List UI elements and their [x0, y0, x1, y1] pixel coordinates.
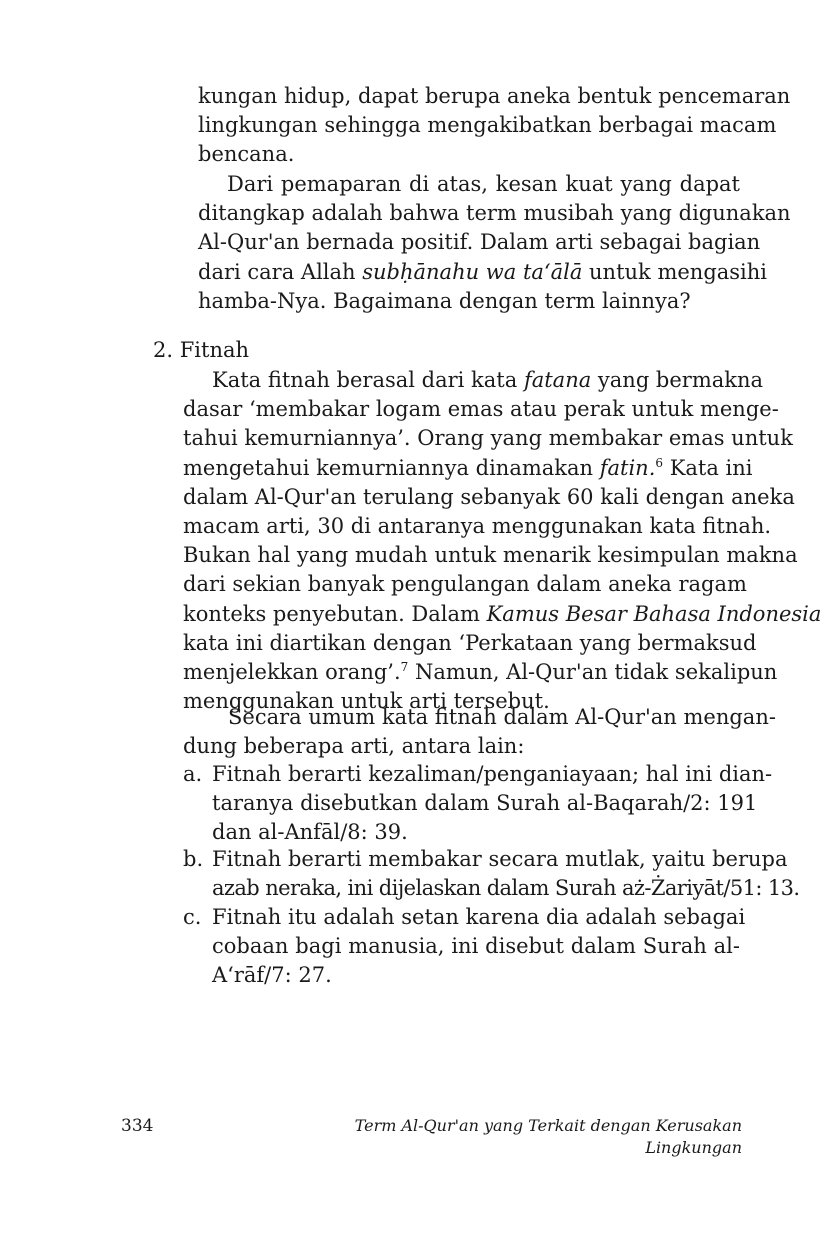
paragraph-meanings-intro	[183, 703, 776, 761]
text-run: mengetahui kemurniannya dinamakan	[183, 455, 600, 480]
paragraph-fitnah-definition	[183, 366, 822, 716]
text-line: lingkungan sehingga mengakibatkan berbagai macam	[198, 113, 777, 138]
text-line: dalam Al-Qur'an terulang sebanyak 60 kali dengan aneka	[183, 484, 795, 509]
text-run: menjelekkan orang’.	[183, 659, 401, 684]
text-line: macam arti, 30 di antaranya menggunakan kata fitnah.	[183, 513, 772, 538]
text-line: menggunakan untuk arti tersebut.	[183, 689, 550, 714]
text-line: azab neraka, ini dijelaskan dalam Surah aż-Żariyāt/51: 13.	[212, 876, 800, 901]
list-item-body	[212, 845, 800, 903]
text-line: dasar ‘membakar logam emas atau perak untuk menge-	[183, 397, 779, 422]
section-title: Fitnah	[179, 338, 250, 362]
list-marker: b.	[183, 847, 204, 871]
italic-term: fatana	[523, 368, 592, 392]
text-run: untuk mengasihi	[582, 259, 768, 284]
list-marker: a.	[183, 762, 203, 786]
text-line: kata ini diartikan dengan ‘Perkataan yang bermaksud	[183, 630, 757, 655]
text-line: Al-Qur'an bernada positif. Dalam arti sebagai bagian	[198, 230, 761, 255]
text-line: taranya disebutkan dalam Surah al-Baqarah/2: 191	[212, 791, 758, 816]
arabic-transliteration: subḥānahu wa ta‘ālā	[362, 259, 583, 284]
text-line	[198, 258, 768, 287]
text-line: Dari pemaparan di atas, kesan kuat yang dapat	[227, 172, 740, 196]
text-line: A‘rāf/7: 27.	[212, 963, 332, 988]
text-run: yang bermakna	[591, 368, 764, 392]
text-line: bencana.	[198, 142, 295, 167]
list-item-body	[212, 903, 746, 991]
paragraph-continuation	[198, 82, 791, 170]
section-number: 2.	[153, 338, 174, 362]
footnote-marker: 7	[400, 659, 409, 674]
text-line: Bukan hal yang mudah untuk menarik kesimpulan makna	[183, 543, 798, 568]
text-line: Fitnah itu adalah setan karena dia adalah sebagai	[212, 905, 746, 929]
text-line: cobaan bagi manusia, ini disebut dalam Surah al-	[212, 934, 740, 959]
text-line: kungan hidup, dapat berupa aneka bentuk pencemaran	[198, 84, 791, 108]
footnote-marker: 6	[655, 455, 664, 470]
text-run: Namun, Al-Qur'an tidak sekalipun	[408, 659, 778, 684]
text-line: dung beberapa arti, antara lain:	[183, 734, 525, 759]
list-item-body	[212, 760, 773, 848]
running-title: Term Al-Qur'an yang Terkait dengan Kerusakan Lingkungan	[354, 1116, 742, 1157]
text-run: Kata ini	[663, 455, 753, 480]
text-line: hamba-Nya. Bagaimana dengan term lainnya?	[198, 288, 691, 313]
text-line	[183, 366, 764, 395]
text-line: Secara umum kata fitnah dalam Al-Qur'an mengan-	[228, 705, 776, 729]
section-heading	[153, 336, 753, 365]
text-run: dari cara Allah	[198, 259, 363, 284]
text-run: konteks penyebutan. Dalam	[183, 601, 487, 626]
text-line	[183, 454, 753, 483]
text-line: Fitnah berarti membakar secara mutlak, yaitu berupa	[212, 847, 788, 871]
text-line	[183, 658, 778, 687]
text-line: ditangkap adalah bahwa term musibah yang digunakan	[198, 201, 791, 226]
text-run: Kata fitnah berasal dari kata	[212, 368, 524, 392]
text-line	[183, 600, 822, 629]
italic-term: fatin.	[599, 455, 656, 480]
italic-title: Kamus Besar Bahasa Indonesia	[486, 601, 822, 626]
text-line: dari sekian banyak pengulangan dalam aneka ragam	[183, 572, 747, 597]
text-line: Fitnah berarti kezaliman/penganiayaan; hal ini dian-	[212, 762, 773, 786]
text-line: dan al-Anfāl/8: 39.	[212, 820, 408, 845]
list-marker: c.	[183, 905, 202, 929]
page-number: 334	[121, 1116, 154, 1136]
paragraph-conclusion	[198, 170, 791, 316]
text-line: tahui kemurniannya’. Orang yang membakar emas untuk	[183, 426, 793, 451]
